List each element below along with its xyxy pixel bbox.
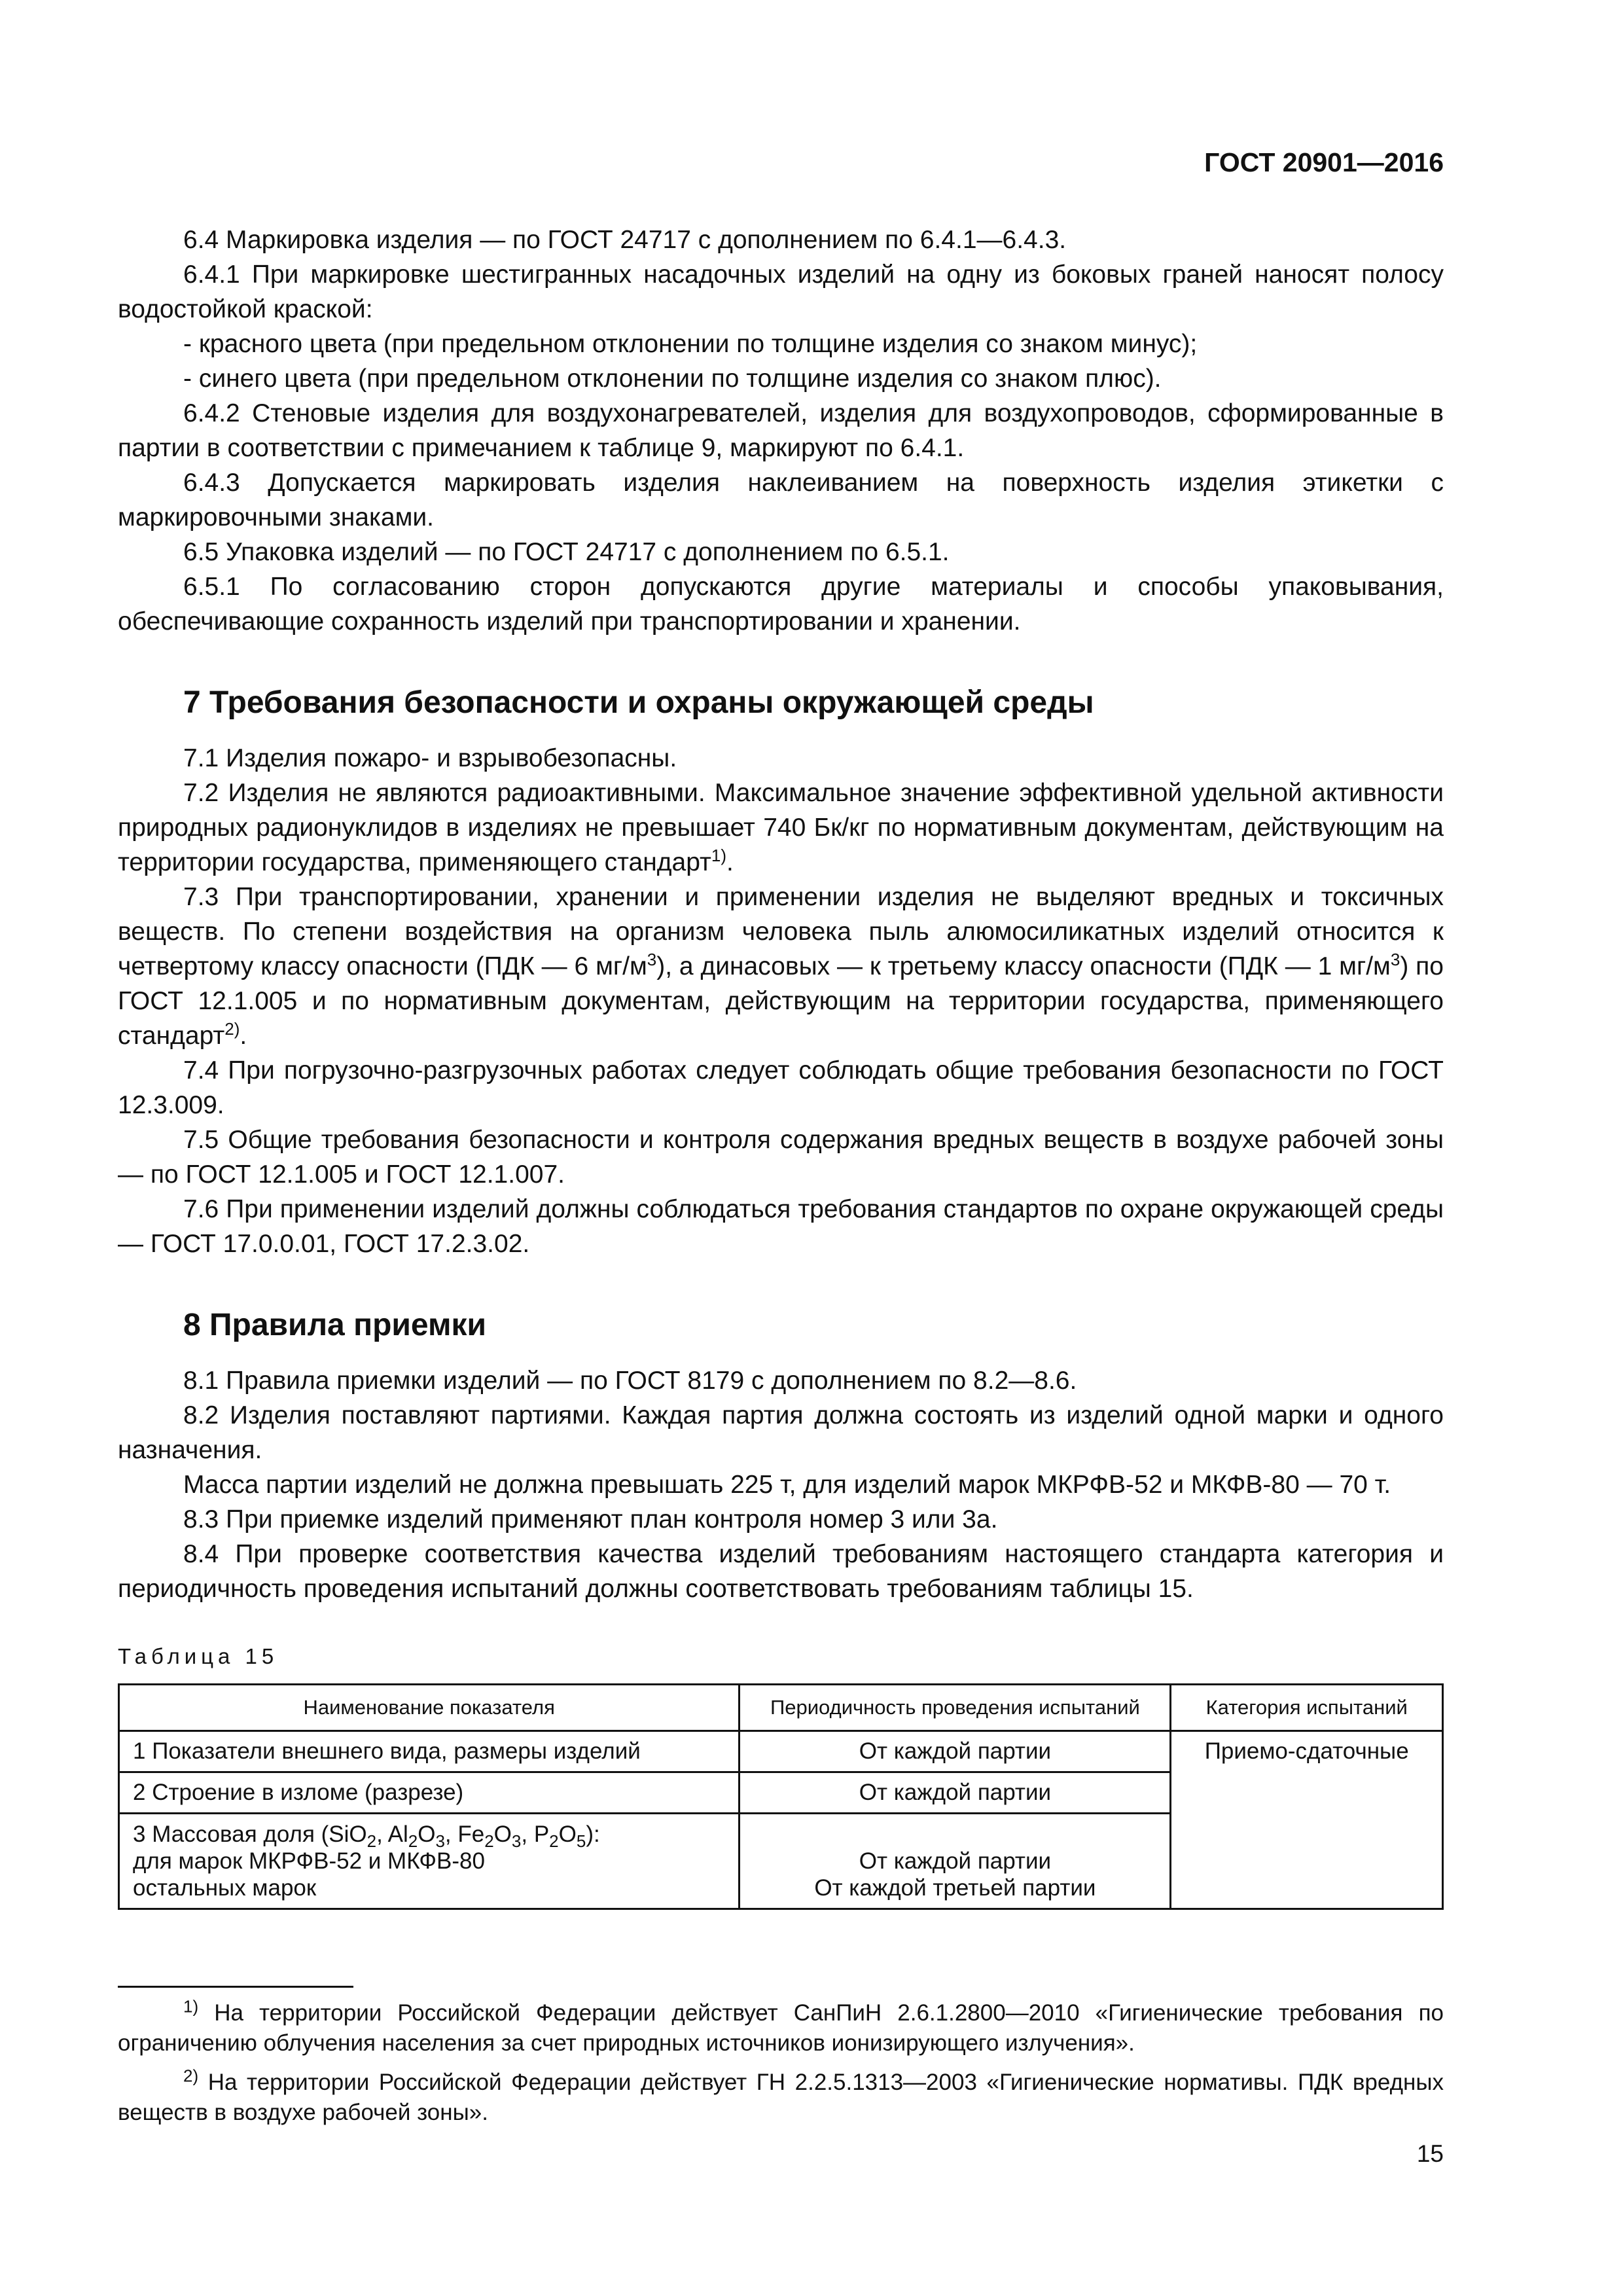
footnote-ref-2[interactable]: 2) [224, 1019, 240, 1039]
row-3-periodicity [740, 1814, 1171, 1909]
paragraph-8-1: 8.1 Правила приемки изделий — по ГОСТ 8179 с дополнением по 8.2—8.6. [183, 1367, 1077, 1395]
footnote-1 [118, 1998, 1444, 2058]
row-3-title-text: O [418, 1821, 436, 1847]
subscript: 3 [435, 1831, 445, 1851]
paragraph-7-3 [118, 880, 1444, 1053]
subscript: 2 [484, 1831, 494, 1851]
superscript-cubed: 3 [1390, 950, 1400, 969]
subscript: 5 [576, 1831, 586, 1851]
row-3-title-text: 3 Массовая доля (SiO [133, 1821, 367, 1847]
table-caption: Таблица 15 [118, 1644, 279, 1668]
spacer [753, 1821, 1156, 1848]
header-category: Категория испытаний [1171, 1685, 1443, 1731]
subscript: 2 [366, 1831, 377, 1851]
row-3-title-text: O [493, 1821, 512, 1847]
subscript: 3 [511, 1831, 522, 1851]
paragraph-8-2-mass: Масса партии изделий не должна превышать 225 т, для изделий марок МКРФВ-52 и МКФВ-80 — 70 т. [183, 1471, 1391, 1499]
superscript-cubed: 3 [647, 950, 657, 969]
paragraph-7-4: 7.4 При погрузочно-разгрузочных работах следует соблюдать общие требования безопасности по ГОСТ 12.3.009. [118, 1056, 1444, 1119]
paragraph-7-5: 7.5 Общие требования безопасности и контроля содержания вредных веществ в воздухе рабочей зоны — по ГОСТ 12.1.005 и ГОСТ 12.1.007. [118, 1126, 1444, 1189]
paragraph-8-3: 8.3 При приемке изделий применяют план контроля номер 3 или 3а. [183, 1505, 998, 1534]
paragraph-7-3-end: . [240, 1022, 247, 1050]
paragraph-6-4-1: 6.4.1 При маркировке шестигранных насадочных изделий на одну из боковых граней наносят полосу водостойкой краской: [118, 260, 1444, 323]
paragraph-7-1: 7.1 Изделия пожаро- и взрывобезопасны. [183, 744, 677, 772]
paragraph-6-4: 6.4 Маркировка изделия — по ГОСТ 24717 с дополнением по 6.4.1—6.4.3. [183, 226, 1067, 254]
list-item-blue: - синего цвета (при предельном отклонении по толщине изделия со знаком плюс). [183, 365, 1162, 393]
row-1-periodicity: От каждой партии [740, 1731, 1171, 1772]
paragraph-8-2: 8.2 Изделия поставляют партиями. Каждая партия должна состоять из изделий одной марки и одного назначения. [118, 1401, 1444, 1464]
footnote-2 [118, 2068, 1444, 2128]
header-indicator: Наименование показателя [119, 1685, 740, 1731]
row-3-title-text: , Al [376, 1821, 408, 1847]
row-3-sub-1: для марок МКРФВ-52 и МКФВ-80 [133, 1848, 485, 1874]
footnote-mark: 2) [183, 2066, 199, 2086]
subscript: 2 [549, 1831, 559, 1851]
subscript: 2 [408, 1831, 418, 1851]
paragraph-7-3-part-b: ), а динасовых — к третьему классу опасности (ПДК — 1 мг/м [656, 952, 1391, 980]
paragraph-7-3-part-c: ) по ГОСТ 12.1.005 и по нормативным документам, действующим на территории государства, применяющего стандарт [118, 952, 1444, 1050]
footnote-2-text: На территории Российской Федерации действует ГН 2.2.5.1313—2003 «Гигиенические нормативы. ПДК вредных веществ в воздухе рабочей зоны». [118, 2070, 1444, 2125]
table-row [119, 1731, 1443, 1772]
row-3-title-text: ): [586, 1821, 600, 1847]
row-3-period-2: От каждой третьей партии [814, 1875, 1096, 1901]
paragraph-6-4-3: 6.4.3 Допускается маркировать изделия наклеиванием на поверхность изделия этикетки с маркировочными знаками. [118, 469, 1444, 531]
page-content [118, 223, 1444, 2137]
row-2-indicator: 2 Строение в изломе (разрезе) [119, 1772, 740, 1814]
paragraph-7-2-end: . [726, 848, 734, 876]
paragraph-7-2 [118, 776, 1444, 880]
paragraph-8-4: 8.4 При проверке соответствия качества изделий требованиям настоящего стандарта категория и периодичность проведения испытаний должны соответствовать требованиям таблицы 15. [118, 1540, 1444, 1603]
header-periodicity: Периодичность проведения испытаний [740, 1685, 1171, 1731]
footnote-ref-1[interactable]: 1) [711, 846, 727, 865]
row-2-periodicity: От каждой партии [740, 1772, 1171, 1814]
row-3-sub-2: остальных марок [133, 1875, 317, 1901]
paragraph-6-5-1: 6.5.1 По согласованию сторон допускаются другие материалы и способы упаковывания, обеспечивающие сохранность изделий при транспортировании и хранении. [118, 573, 1444, 636]
category-cell: Приемо-сдаточные [1171, 1731, 1443, 1909]
section-7-title: 7 Требования безопасности и охраны окружающей среды [183, 685, 1094, 720]
row-3-title-text: O [558, 1821, 577, 1847]
paragraph-6-5: 6.5 Упаковка изделий — по ГОСТ 24717 с дополнением по 6.5.1. [183, 538, 950, 566]
paragraph-6-4-2: 6.4.2 Стеновые изделия для воздухонагревателей, изделия для воздухопроводов, сформированные в партии в соответствии с примечанием к таблице 9, маркируют по 6.4.1. [118, 399, 1444, 462]
paragraph-7-3-part-a: 7.3 При транспортировании, хранении и применении изделия не выделяют вредных и токсичных веществ. По степени воздействия на организм человека пыль алюмосиликатных изделий относится к четвертому классу опасности (ПДК — 6 мг/м [118, 883, 1444, 980]
paragraph-7-6: 7.6 При применении изделий должны соблюдаться требования стандартов по охране окружающей среды — ГОСТ 17.0.0.01, ГОСТ 17.2.3.02. [118, 1195, 1444, 1258]
table-header-row [119, 1685, 1443, 1731]
footnote-divider [118, 1986, 353, 1988]
list-item-red: - красного цвета (при предельном отклонении по толщине изделия со знаком минус); [183, 330, 1198, 358]
row-1-indicator: 1 Показатели внешнего вида, размеры изделий [119, 1731, 740, 1772]
row-3-indicator [119, 1814, 740, 1909]
paragraph-7-2-text: 7.2 Изделия не являются радиоактивными. Максимальное значение эффективной удельной активности природных радионуклидов в изделиях не превышает 740 Бк/кг по нормативным документам, действующим на территории государства, применяющего стандарт [118, 779, 1444, 876]
section-8-title: 8 Правила приемки [183, 1308, 487, 1342]
page-number: 15 [1416, 2140, 1444, 2167]
row-3-period-1: От каждой партии [859, 1848, 1052, 1874]
footnote-1-text: На территории Российской Федерации действует СанПиН 2.6.1.2800—2010 «Гигиенические требования по ограничению облучения населения за счет природных источников ионизирующего излучения». [118, 2000, 1444, 2056]
row-3-title [133, 1821, 725, 1851]
row-3-title-text: , P [521, 1821, 550, 1847]
table-15 [118, 1683, 1444, 1910]
row-3-title-text: , Fe [444, 1821, 485, 1847]
footnote-mark: 1) [183, 1996, 199, 2017]
document-header: ГОСТ 20901—2016 [1204, 147, 1444, 177]
